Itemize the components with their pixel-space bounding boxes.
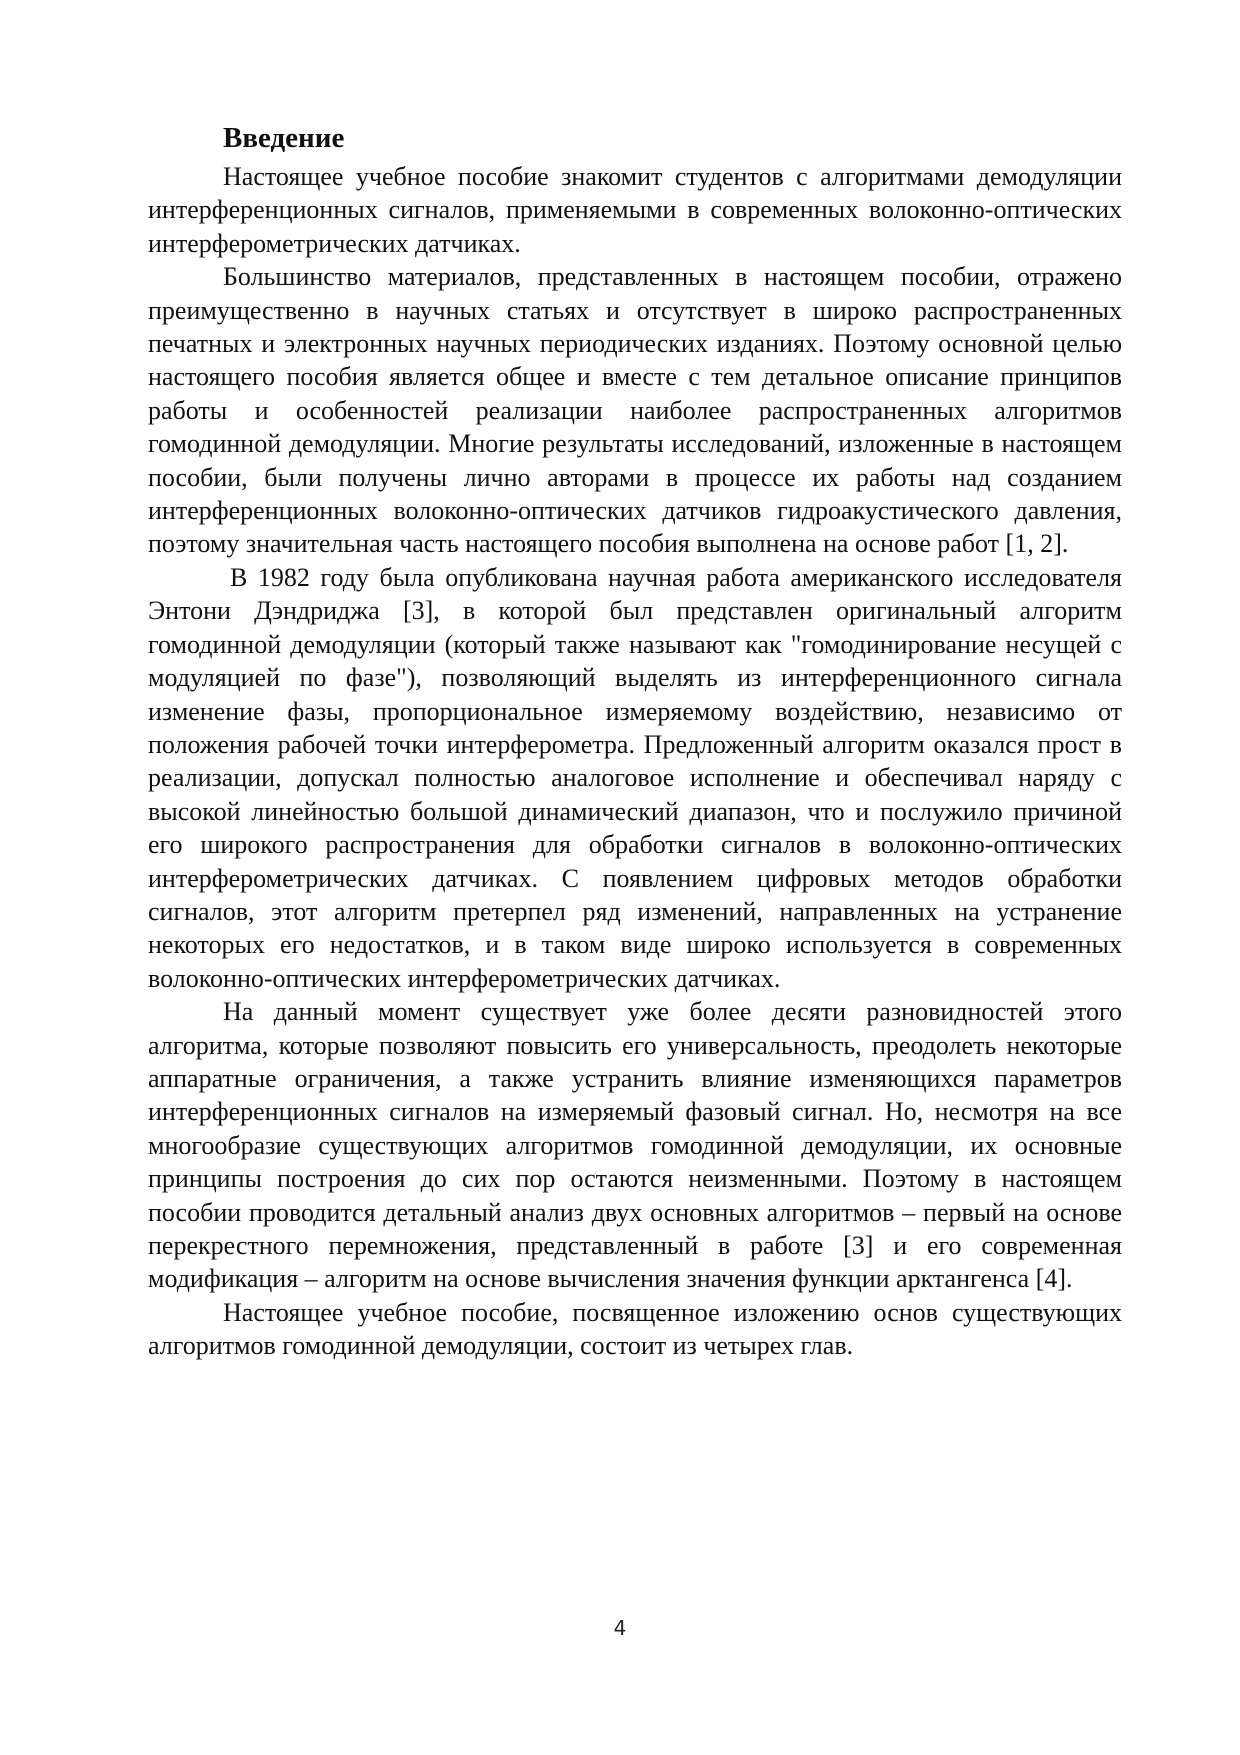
paragraph-structure: Настоящее учебное пособие, посвященное изложению основ существующих алгоритмов гомодинной демодуляции, состоит из четырех глав. [148, 1297, 1122, 1361]
paragraph-materials: Большинство материалов, представленных в настоящем пособии, отражено преимущественно в научных статьях и отсутствует в широко распространенных печатных и электронных научных периодических изданиях. Поэтому основной целью настоящего пособия является общее и вместе с тем детальное описание принципов работы и особенностей реализации наиболее распространенных алгоритмов гомодинной демодуляции. Многие результаты исследований, изложенные в настоящем пособии, были получены лично авторами в процессе их работы над созданием интерференционных волоконно-оптических датчиков гидроакустического давления, поэтому значительная часть настоящего пособия выполнена на основе работ [1, 2]. [148, 262, 1122, 559]
page-content [148, 120, 1122, 1363]
section-heading: Введение [223, 122, 345, 154]
paragraph-varieties: На данный момент существует уже более десяти разновидностей этого алгоритма, которые позволяют повысить его универсальность, преодолеть некоторые аппаратные ограничения, а также устранить влияние изменяющихся параметров интерференционных сигналов на измеряемый фазовый сигнал. Но, несмотря на все многообразие существующих алгоритмов гомодинной демодуляции, их основные принципы построения до сих пор остаются неизменными. Поэтому в настоящем пособии проводится детальный анализ двух основных алгоритмов – первый на основе перекрестного перемножения, представленный в работе [3] и его современная модификация – алгоритм на основе вычисления значения функции арктангенса [4]. [148, 997, 1122, 1294]
paragraph-history: В 1982 году была опубликована научная работа американского исследователя Энтони Дэндриджа [3], в которой был представлен оригинальный алгоритм гомодинной демодуляции (который также называют как "гомодинирование несущей с модуляцией по фазе"), позволяющий выделять из интерференционного сигнала изменение фазы, пропорциональное измеряемому воздействию, независимо от положения рабочей точки интерферометра. Предложенный алгоритм оказался прост в реализации, допускал полностью аналоговое исполнение и обеспечивал наряду с высокой линейностью большой динамический диапазон, что и послужило причиной его широкого распространения для обработки сигналов в волоконно-оптических интерферометрических датчиках. С появлением цифровых методов обработки сигналов, этот алгоритм претерпел ряд изменений, направленных на устранение некоторых его недостатков, и в таком виде широко используется в современных волоконно-оптических интерферометрических датчиках. [148, 562, 1122, 993]
page-number: 4 [613, 1616, 627, 1640]
paragraph-intro: Настоящее учебное пособие знакомит студентов с алгоритмами демодуляции интерференционных сигналов, применяемыми в современных волоконно-оптических интерферометрических датчиках. [148, 162, 1122, 258]
